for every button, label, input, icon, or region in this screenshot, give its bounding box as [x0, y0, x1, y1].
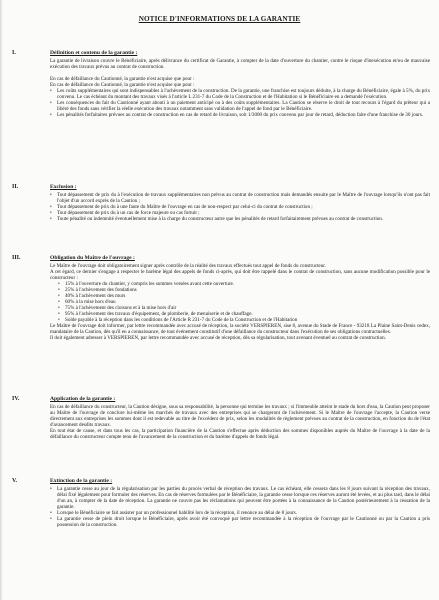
bullet-icon: •: [58, 317, 60, 323]
section-paragraph: En cas de défaillance du Cautionné, la garantie n'est acquise que pour :: [50, 76, 195, 82]
list-item: • Lorsque le Bénéficiaire se fait assister par un professionnel habilité lors de la réception, il renonce au délai de 8 jours.: [50, 510, 297, 516]
section-paragraph: En tout état de cause, et dans tous les cas, la participation financière de la Caution s'effectue après déduction des sommes disponibles auprès du Maître de l'ouvrage à la date de la défaillance du constructeur compte tenu de l'avancement de la construction et du barème d'appels de fonds légal.: [50, 428, 430, 440]
list-item: • 25% à l'achèvement des fondations: [58, 287, 137, 293]
list-item: • Les pénalités forfaitaires prévues au contrat de construction en cas de retard de livraison, soit 1/3000 du prix convenu par jour de retard, déduction faite d'une franchise de 30 jours.: [50, 112, 424, 118]
bullet-icon: •: [58, 287, 60, 293]
bullet-icon: •: [50, 100, 52, 106]
bullet-icon: •: [50, 88, 52, 94]
bullet-icon: •: [58, 281, 60, 287]
bullet-icon: •: [50, 516, 52, 522]
bullet-icon: •: [50, 204, 52, 210]
section-exclusion: [12, 184, 430, 222]
section-number: I.: [12, 50, 16, 56]
list-item: • Les conséquences du fait du Cautionné ayant abouti à un paiement anticipé ou à des coûts supplémentaires. La Caution se réserve le droit de tout recours à l'égard du prêteur qui a libéré des fonds sans vérifier la réelle exécution des travaux notamment sans validation de l'appel de fond par le Bénéficiaire.: [50, 100, 430, 112]
list-item: • Toute pénalité ou indemnité éventuellement mise à la charge du constructeur autre que les pénalités de retard forfaitairement prévues au contrat de construction.: [50, 216, 384, 222]
section-bullet-list: [50, 486, 430, 528]
section-paragraph: En cas de défaillance du Cautionné, la garantie n'est acquise que pour :: [50, 82, 195, 88]
bullet-icon: •: [58, 299, 60, 305]
list-item: • 40% à l'achèvement des murs: [58, 293, 126, 299]
section-heading: Obligation du Maître de l'ouvrage :: [50, 255, 135, 261]
section-bullet-list: [50, 192, 430, 222]
section-heading: Exclusion :: [50, 184, 77, 190]
list-item: • 95% à l'achèvement des travaux d'équipement, de plomberie, de menuiserie et de chauffage.: [58, 311, 253, 317]
section-paragraph: Il doit également adresser à VERSPIEREN, par lettre recommandée avec accusé de réception, dès sa régularisation, tout avenant éventuel au contrat de construction.: [50, 335, 386, 341]
section-intro: La garantie de livraison couvre le Bénéficiaire, après délivrance du certificat de Garantie, à compter de la date d'ouverture du chantier, contre le risque d'inexécution et/ou de mauvaise exécution des travaux prévus au contrat de construction.: [50, 58, 430, 70]
list-item: • La garantie cesse au jour de la régularisation par les parties du procès verbal de réception des travaux. Le cas échéant, elle cessera dans les 8 jours suivant la réception des travaux, délai fixé légalement pour formuler des réserves. En cas de réserves formulées par le Bénéficiaire, la garantie cesse lorsque ces réserves auront été levées, et au plus tard, dans le délai d'un an, à compter de la date de réception. La garantie ne couvre pas les réclamations qui peuvent être portées à la connaissance de la Caution postérieurement à la cessation de la garantie.: [50, 486, 430, 510]
bullet-icon: •: [50, 210, 52, 216]
bullet-icon: •: [58, 305, 60, 311]
list-item: • Tout dépassement de prix du à une faute du Maître de l'ouvrage en cas de non-respect par celui-ci du contrat de construction ;: [50, 204, 313, 210]
list-item: • 15% à l'ouverture du chantier, y compris les sommes versées avant cette ouverture.: [58, 281, 235, 287]
section-extinction: [12, 478, 430, 528]
list-item: • Tout dépassement de prix du à un cas de force majeure ou cas fortuit ;: [50, 210, 200, 216]
section-paragraph: A cet égard, ce dernier s'engage à respecter le barème légal des appels de fonds ci-après, qui doit être rappelé dans le contrat de construction, sans aucune modification possible pour le constructeur :: [50, 269, 430, 281]
section-number: IV.: [12, 396, 20, 402]
list-item: • 75% à l'achèvement des cloisons et à la mise hors d'air: [58, 305, 177, 311]
section-intro: Le Maître de l'ouvrage doit obligatoirement signer après contrôle de la réalité des travaux effectués tout appel de fonds du constructeur.: [50, 263, 326, 269]
section-heading: Application de la garantie :: [50, 396, 116, 402]
bullet-icon: •: [50, 486, 52, 492]
bullet-icon: •: [50, 112, 52, 118]
scan-edge-shadow: [0, 0, 3, 600]
list-item: • La garantie cesse de plein droit lorsque le Bénéficiaire, après avoir été convoqué par lettre recommandée à la réception de l'ouvrage par le Cautionné ou par la Caution a pris possession de la construction.: [50, 516, 430, 528]
list-item: • Tout dépassement de prix du à l'exécution de travaux supplémentaires non prévus au contrat de construction mais demandés ensuite par le Maître de l'ouvrage lorsqu'ils n'ont pas fait l'objet d'un accord exprès de la Caution ;: [50, 192, 430, 204]
section-bullet-list: [50, 88, 430, 118]
section-owner-obligation: [12, 255, 430, 341]
section-number: II.: [12, 184, 19, 190]
payment-schedule-list: [50, 281, 430, 323]
section-number: V.: [12, 478, 18, 484]
section-number: III.: [12, 255, 21, 261]
section-heading: Définition et contenu de la garantie :: [50, 50, 138, 56]
bullet-icon: •: [50, 510, 52, 516]
list-item: • Les coûts supplémentaires qui sont indispensables à l'achèvement de la construction. De la garantie, une franchise est toujours déduite, à la charge du Bénéficiaire, égale à 5%, du prix convenu. Le cas échéant du montant des travaux visés à l'article L 231-7 du Code de la Construction et de l'Habitation si le Bénéficiaire en a demandé l'exécution.: [50, 88, 430, 100]
list-item: • 60% à la mise hors d'eau: [58, 299, 116, 305]
bullet-icon: •: [58, 293, 60, 299]
section-application: [12, 396, 430, 440]
section-heading: Extinction de la garantie :: [50, 478, 113, 484]
bullet-icon: •: [50, 192, 52, 198]
section-intro: En cas de défaillance du constructeur, la Caution désigne, sous sa responsabilité, la personne qui termine les travaux ; si l'immeuble atteint le stade du hors d'eau, la Caution peut proposer au Maître de l'ouvrage de conclure lui-même les marchés de travaux avec des entreprises qui se chargeront de l'achèvement. Si le Maître de l'ouvrage l'accepte, la Caution verse directement aux entreprises les sommes dont il est redevable au titre de l'excédent de prix, selon les modalités de règlement prévues au contrat de la construction, en fonction du de l'état d'avancement desdits travaux.: [50, 404, 430, 428]
bullet-icon: •: [58, 311, 60, 317]
section-definition: [12, 50, 430, 118]
bullet-icon: •: [50, 216, 52, 222]
document-title: NOTICE D'INFORMATIONS DE LA GARANTIE: [138, 15, 301, 23]
list-item: • Solde payable à la réception dans les conditions de l'Article R 231-7 du Code de la Construction et de l'Habitation: [58, 317, 298, 323]
section-paragraph: Le Maître de l'ouvrage doit informer, par lettre recommandée avec accusé de réception, la société VERSPIEREN, sise 8, avenue du Stade de France - 93218 La Plaine Saint-Denis cedex, mandataire de la Caution, dès qu'il en a connaissance, de tout événement constitutif d'une défaillance du constructeur dans l'exécution de ses obligations contractuelles.: [50, 323, 430, 335]
